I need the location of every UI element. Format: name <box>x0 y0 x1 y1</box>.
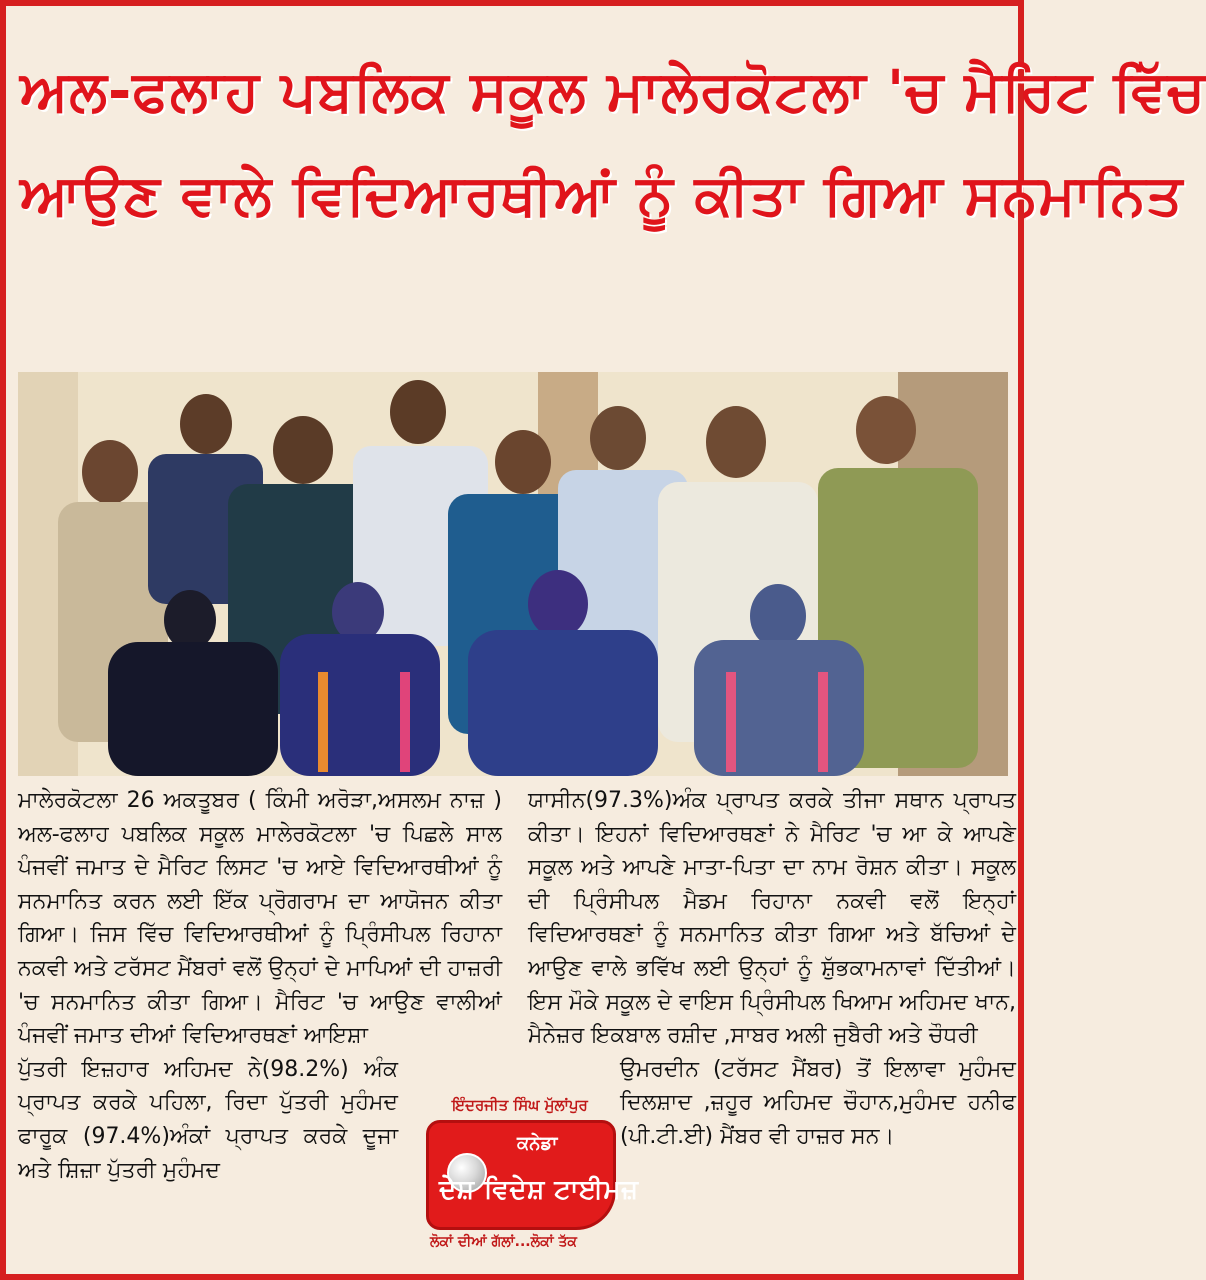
logo-badge <box>426 1120 639 1230</box>
logo-tagline: ਲੋਕਾਂ ਦੀਆਂ ਗੱਲਾਂ...ਲੋਕਾਂ ਤੱਕ <box>430 1234 577 1250</box>
group-photo <box>18 372 1008 776</box>
logo-name: ਦੇਸ਼ ਵਿਦੇਸ਼ ਟਾਈਮਜ਼ <box>439 1175 639 1205</box>
publication-logo <box>400 1096 639 1260</box>
article-left-text-continued: ਪੁੱਤਰੀ ਇਜ਼ਹਾਰ ਅਹਿਮਦ ਨੇ(98.2%) ਅੰਕ ਪ੍ਰਾਪਤ ਕਰਕੇ ਪਹਿਲਾ, ਰਿਦਾ ਪੁੱਤਰੀ ਮੁਹੰਮਦ ਫਾਰੂਕ (97.4%)ਅੰਕਾਂ ਪ੍ਰਾਪਤ ਕਰਕੇ ਦੂਜਾ ਅਤੇ ਸ਼ਿਜ਼ਾ ਪੁੱਤਰੀ ਮੁਹੰਮਦ <box>18 1056 398 1183</box>
headline-line-1: ਅਲ-ਫਲਾਹ ਪਬਲਿਕ ਸਕੂਲ ਮਾਲੇਰਕੋਟਲਾ 'ਚ ਮੈਰਿਟ ਵਿੱਚ <box>20 59 1206 124</box>
group-photo-illustration <box>18 372 1008 776</box>
article-left-text: ਮਾਲੇਰਕੋਟਲਾ 26 ਅਕਤੂਬਰ ( ਕਿੰਮੀ ਅਰੋੜਾ,ਅਸਲਮ ਨਾਜ਼ ) ਅਲ-ਫਲਾਹ ਪਬਲਿਕ ਸਕੂਲ ਮਾਲੇਰਕੋਟਲਾ 'ਚ ਪਿਛਲੇ ਸਾਲ ਪੰਜਵੀਂ ਜਮਾਤ ਦੇ ਮੈਰਿਟ ਲਿਸਟ 'ਚ ਆਏ ਵਿਦਿਆਰਥੀਆਂ ਨੂੰ ਸਨਮਾਨਿਤ ਕਰਨ ਲਈ ਇੱਕ ਪ੍ਰੋਗਰਾਮ ਦਾ ਆਯੋਜਨ ਕੀਤਾ ਗਿਆ। ਜਿਸ ਵਿੱਚ ਵਿਦਿਆਰਥੀਆਂ ਨੂੰ ਪ੍ਰਿੰਸੀਪਲ ਰਿਹਾਨਾ ਨਕਵੀ ਅਤੇ ਟਰੱਸਟ ਮੈਂਬਰਾਂ ਵਲੋਂ ਉਨ੍ਹਾਂ ਦੇ ਮਾਪਿਆਂ ਦੀ ਹਾਜ਼ਰੀ 'ਚ ਸਨਮਾਨਿਤ ਕੀਤਾ ਗਿਆ। ਮੈਰਿਟ 'ਚ ਆਉਣ ਵਾਲੀਆਂ ਪੰਜਵੀਂ ਜਮਾਤ ਦੀਆਂ ਵਿਦਿਆਰਥਣਾਂ ਆਇਸ਼ਾ <box>18 788 502 1049</box>
logo-country: ਕਨੇਡਾ <box>517 1133 558 1154</box>
logo-author: ਇੰਦਰਜੀਤ ਸਿੰਘ ਮੁੱਲਾਂਪੁਰ <box>452 1096 588 1114</box>
headline-line-2: ਆਉਣ ਵਾਲੇ ਵਿਦਿਆਰਥੀਆਂ ਨੂੰ ਕੀਤਾ ਗਿਆ ਸਨਮਾਨਿਤ <box>20 163 1184 228</box>
headline <box>20 40 1206 248</box>
article-right-text: ਯਾਸੀਨ(97.3%)ਅੰਕ ਪ੍ਰਾਪਤ ਕਰਕੇ ਤੀਜਾ ਸਥਾਨ ਪ੍ਰਾਪਤ ਕੀਤਾ। ਇਹਨਾਂ ਵਿਦਿਆਰਥਣਾਂ ਨੇ ਮੈਰਿਟ 'ਚ ਆ ਕੇ ਆਪਣੇ ਸਕੂਲ ਅਤੇ ਆਪਣੇ ਮਾਤਾ-ਪਿਤਾ ਦਾ ਨਾਮ ਰੋਸ਼ਨ ਕੀਤਾ। ਸਕੂਲ ਦੀ ਪ੍ਰਿੰਸੀਪਲ ਮੈਡਮ ਰਿਹਾਨਾ ਨਕਵੀ ਵਲੋਂ ਇਨ੍ਹਾਂ ਵਿਦਿਆਰਥਣਾਂ ਨੂੰ ਸਨਮਾਨਿਤ ਕੀਤਾ ਗਿਆ ਅਤੇ ਬੱਚਿਆਂ ਦੇ ਆਉਣ ਵਾਲੇ ਭਵਿੱਖ ਲਈ ਉਨ੍ਹਾਂ ਨੂੰ ਸ਼ੁੱਭਕਾਮਨਾਵਾਂ ਦਿੱਤੀਆਂ। ਇਸ ਮੌਕੇ ਸਕੂਲ ਦੇ ਵਾਇਸ ਪ੍ਰਿੰਸੀਪਲ ਖਿਆਮ ਅਹਿਮਦ ਖਾਨ, ਮੈਨੇਜ਼ਰ ਇਕਬਾਲ ਰਸ਼ੀਦ ,ਸਾਬਰ ਅਲੀ ਜੁਬੈਰੀ ਅਤੇ ਚੌਧਰੀ <box>528 788 1016 1049</box>
article-right-text-continued: ਉਮਰਦੀਨ (ਟਰੱਸਟ ਮੈਂਬਰ) ਤੋਂ ਇਲਾਵਾ ਮੁਹੰਮਦ ਦਿਲਸ਼ਾਦ ,ਜ਼ਹੂਰ ਅਹਿਮਦ ਚੌਹਾਨ,ਮੁਹੰਮਦ ਹਨੀਫ (ਪੀ.ਟੀ.ਈ) ਮੈਂਬਰ ਵੀ ਹਾਜ਼ਰ ਸਨ। <box>620 1056 1016 1149</box>
